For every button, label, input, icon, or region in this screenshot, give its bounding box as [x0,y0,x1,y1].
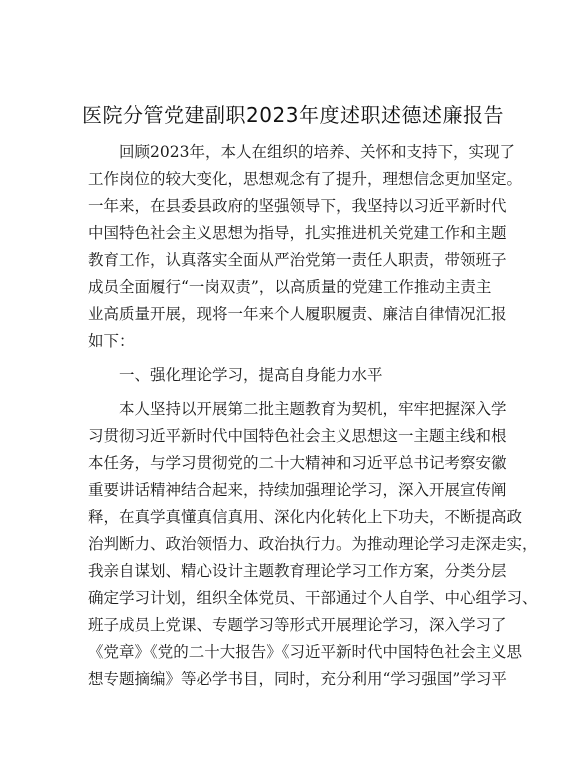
paragraph-line: 工作岗位的较大变化，思想观念有了提升，理想信念更加坚定。 [88,170,523,188]
paragraph-line: 确定学习计划，组织全体党员、干部通过个人自学、中心组学习、 [88,589,538,607]
section-heading: 一、强化理论学习，提高自身能力水平 [119,366,383,384]
paragraph-line: 教育工作，认真落实全面从严治党第一责任人职责，带领班子 [88,251,507,269]
paragraph-line: 中国特色社会主义思想为指导，扎实推进机关党建工作和主题 [88,224,507,242]
paragraph-line: 《党章》《党的二十大报告》《习近平新时代中国特色社会主义思 [88,643,523,661]
paragraph-line: 业高质量开展，现将一年来个人履职履责、廉洁自律情况汇报 [88,305,507,323]
paragraph-line: 一年来，在县委县政府的坚强领导下，我坚持以习近平新时代 [88,197,507,215]
paragraph-line: 我亲自谋划、精心设计主题教育理论学习工作方案，分类分层 [88,562,507,580]
paragraph-line: 本任务，与学习贯彻党的二十大精神和习近平总书记考察安徽 [88,454,507,472]
paragraph-line: 治判断力、政治领悟力、政治执行力。为推动理论学习走深走实， [88,535,538,553]
paragraph-line: 班子成员上党课、专题学习等形式开展理论学习，深入学习了 [88,616,507,634]
paragraph-line: 释，在真学真懂真信真用、深化内化转化上下功夫，不断提高政 [88,508,523,526]
paragraph-line: 重要讲话精神结合起来，持续加强理论学习，深入开展宣传阐 [88,481,507,499]
paragraph-line: 习贯彻习近平新时代中国特色社会主义思想这一主题主线和根 [88,427,507,445]
paragraph-line: 本人坚持以开展第二批主题教育为契机，牢牢把握深入学 [119,400,507,418]
paragraph-line: 想专题摘编》等必学书目，同时，充分利用“学习强国”学习平 [88,670,507,688]
paragraph-line: 成员全面履行“一岗双责”，以高质量的党建工作推动主责主 [88,278,492,296]
paragraph-line: 如下： [88,332,135,350]
paragraph-line: 回顾2023年，本人在组织的培养、关怀和支持下，实现了 [119,143,515,161]
document-title: 医院分管党建副职2023年度述职述德述廉报告 [82,103,504,127]
